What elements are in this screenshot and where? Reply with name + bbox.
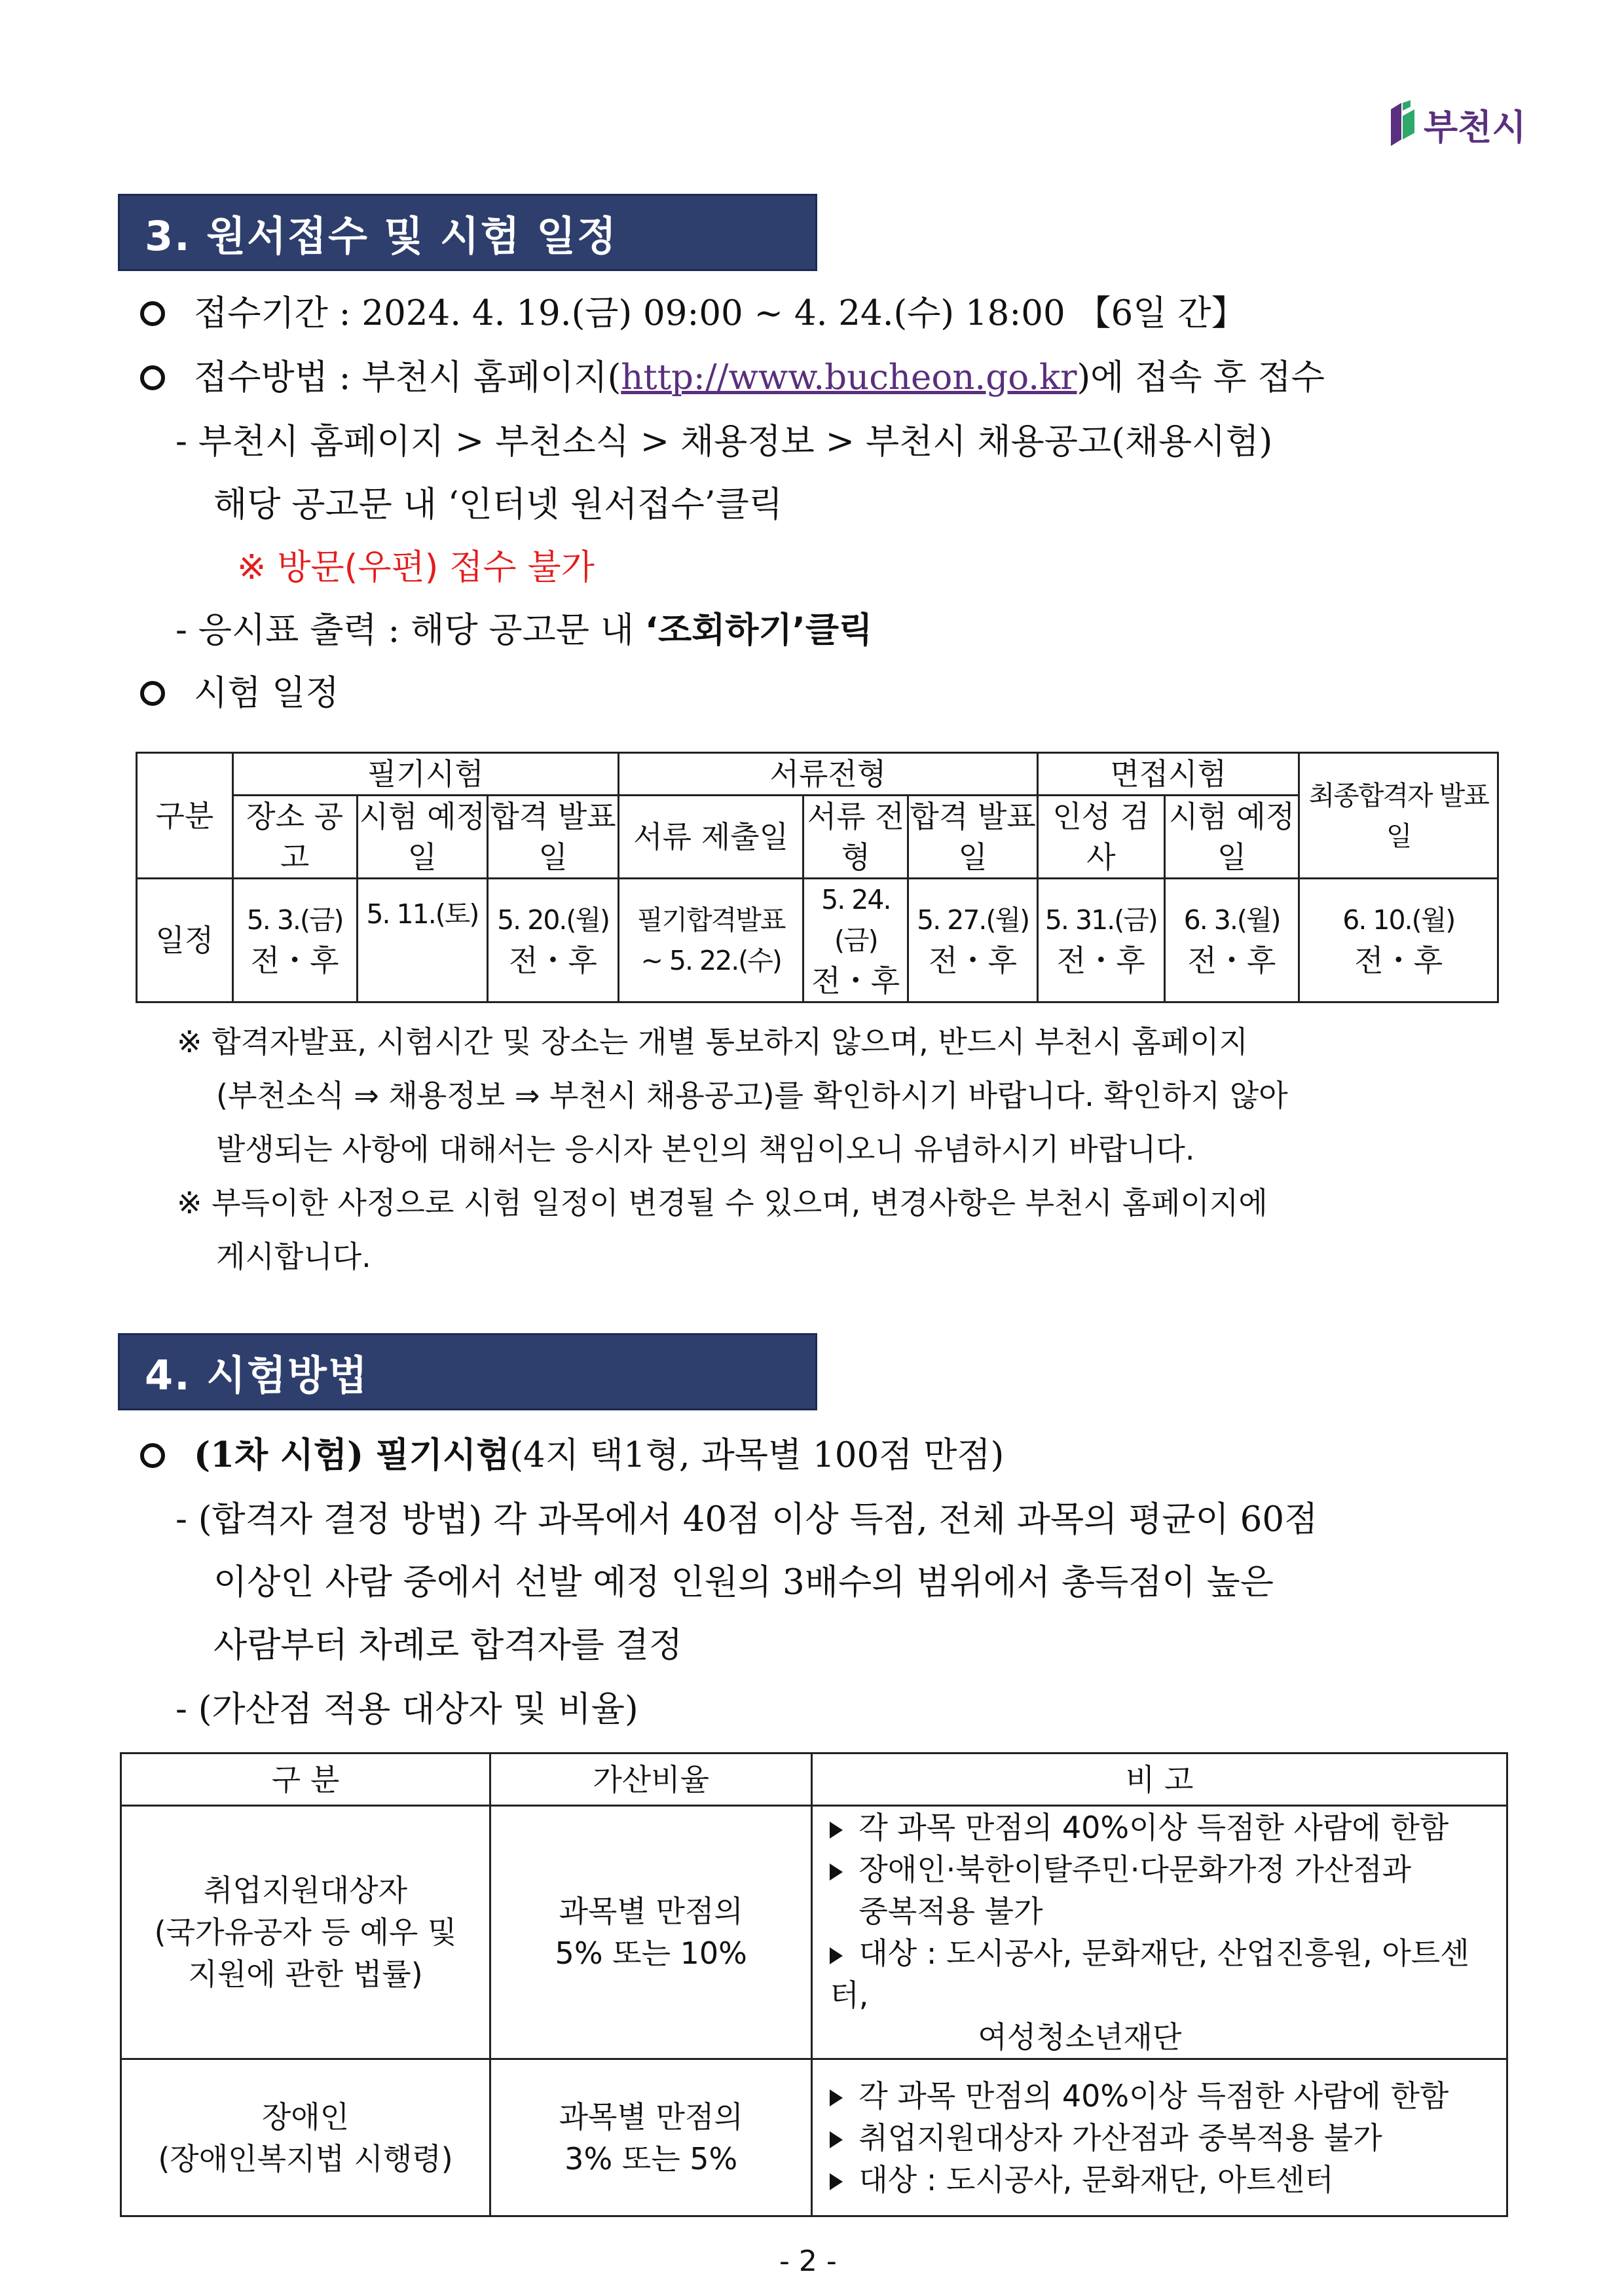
sub-header: 합격 발표일: [908, 796, 1038, 879]
bonus-row-2-remarks: [812, 2059, 1507, 2216]
bucheon-logo-icon: [1387, 100, 1417, 149]
remark: 각 과목 만점의 40%이상 득점한 사람에 한함: [858, 1810, 1449, 1845]
date-sub: 전・후: [509, 943, 597, 978]
triangle-bullet-icon: [830, 2131, 843, 2148]
date-cell: [1299, 879, 1498, 1002]
target-line: (장애인복지법 시행령): [158, 2140, 453, 2176]
rate-line: 3% 또는 5%: [564, 2140, 738, 2176]
bonus-label: - (가산점 적용 대상자 및 비율): [175, 1689, 638, 1729]
remark: 중복적용 불가: [858, 1894, 1043, 1929]
bonus-header-gubun: 구 분: [121, 1753, 490, 1806]
date-cell: [803, 879, 908, 1002]
date-sub: 전・후: [1056, 943, 1145, 978]
ticket-print: [175, 610, 873, 650]
date: 6. 10.(월): [1342, 904, 1455, 936]
method-prefix: 접수방법 : 부천시 홈페이지(: [194, 358, 621, 397]
method-suffix: )에 접속 후 접수: [1077, 358, 1325, 397]
remark: 대상 : 도시공사, 문화재단, 아트센터: [858, 2161, 1334, 2197]
section-3-heading: 3. 원서접수 및 시험 일정: [118, 194, 817, 271]
sub-header: 합격 발표일: [488, 796, 619, 879]
triangle-bullet-icon: [830, 1822, 843, 1839]
bonus-row-1-remarks: [812, 1806, 1507, 2059]
menu-path: - 부천시 홈페이지 > 부천소식 > 채용정보 > 부천시 채용공고(채용시험): [175, 422, 1273, 462]
ticket-bold: ‘조회하기’클릭: [644, 610, 873, 650]
circle-bullet-icon: [140, 365, 165, 390]
date-cell: [618, 879, 803, 1002]
bonus-header-remarks: 비 고: [812, 1753, 1507, 1806]
date: 5. 24.(금): [821, 884, 891, 956]
sub-header: 시험 예정일: [1164, 796, 1299, 879]
circle-bullet-icon: [140, 681, 165, 706]
target-line: (국가유공자 등 예우 및: [154, 1915, 457, 1950]
group-interview: 면접시험: [1037, 753, 1299, 796]
remark: 장애인·북한이탈주민·다문화가정 가산점과: [858, 1852, 1412, 1887]
date-sub: 전・후: [811, 963, 900, 999]
sub-header: 시험 예정일: [357, 796, 488, 879]
date-sub: 전・후: [1354, 943, 1443, 978]
schedule-label: 시험 일정: [194, 673, 339, 713]
rate-line: 5% 또는 10%: [555, 1936, 747, 1971]
target-line: 취업지원대상자: [204, 1873, 408, 1908]
bonus-row-1-target: [121, 1806, 490, 2059]
bucheon-logo: [1387, 98, 1538, 151]
bonus-header-rate: 가산비율: [490, 1753, 812, 1806]
application-method: [140, 360, 1325, 395]
date-sub: 전・후: [1187, 943, 1276, 978]
application-period: [140, 293, 1246, 333]
note-1-line-2: (부천소식 ⇒ 채용정보 ⇒ 부천시 채용공고)를 확인하시기 바랍니다. 확인하지 않아: [216, 1078, 1288, 1113]
pass-method-line-3: 사람부터 차례로 합격자를 결정: [213, 1625, 683, 1665]
pass-method-line-2: 이상인 사람 중에서 선발 예정 인원의 3배수의 범위에서 총득점이 높은: [213, 1562, 1274, 1602]
date: 5. 11.(토): [366, 898, 479, 930]
date-cell: [357, 879, 488, 1002]
bonus-row-1-rate: [490, 1806, 812, 2059]
final-announce: 최종합격자 발표일: [1299, 753, 1498, 879]
circle-bullet-icon: [140, 301, 165, 326]
sub-header: 서류 전형: [803, 796, 908, 879]
triangle-bullet-icon: [830, 2089, 843, 2106]
menu-path-2: 해당 공고문 내 ‘인터넷 원서접수’클릭: [213, 485, 783, 524]
first-exam-bold: (1차 시험) 필기시험: [194, 1435, 510, 1475]
date-cell: [1037, 879, 1164, 1002]
date: 5. 3.(금): [246, 904, 343, 936]
schedule-heading: [140, 673, 339, 713]
ticket-prefix: - 응시표 출력 : 해당 공고문 내: [175, 610, 645, 650]
no-visit-notice: ※ 방문(우편) 접수 불가: [237, 547, 595, 587]
pass-method-line-1: - (합격자 결정 방법) 각 과목에서 40점 이상 득점, 전체 과목의 평균이 60점: [175, 1499, 1318, 1539]
note-2-line-1: ※ 부득이한 사정으로 시험 일정이 변경될 수 있으며, 변경사항은 부천시 홈페이지에: [177, 1185, 1268, 1221]
remark: 각 과목 만점의 40%이상 득점한 사람에 한함: [858, 2078, 1449, 2114]
note-2-line-2: 게시합니다.: [216, 1239, 371, 1274]
note-1-line-1: ※ 합격자발표, 시험시간 및 장소는 개별 통보하지 않으며, 반드시 부천시 홈페이지: [177, 1024, 1248, 1059]
logo-text: 부천시: [1424, 106, 1526, 148]
table-header-gubun: 구분: [137, 753, 233, 879]
application-period-text: 접수기간 : 2024. 4. 19.(금) 09:00 ~ 4. 24.(수) 18:00 【6일 간】: [194, 293, 1246, 333]
sub-header: 서류 제출일: [618, 796, 803, 879]
sub-header: 장소 공고: [232, 796, 357, 879]
date: 5. 27.(월): [917, 904, 1029, 936]
sub-header: 인성 검사: [1037, 796, 1164, 879]
date: 필기합격발표: [637, 904, 785, 936]
date-cell: [232, 879, 357, 1002]
bonus-table: [120, 1752, 1508, 2217]
page-number: - 2 -: [779, 2245, 837, 2278]
date: 6. 3.(월): [1183, 904, 1280, 936]
rate-line: 과목별 만점의: [559, 2099, 743, 2135]
group-document: 서류전형: [618, 753, 1037, 796]
group-written: 필기시험: [232, 753, 618, 796]
date-cell: [488, 879, 619, 1002]
section-4-heading: 4. 시험방법: [118, 1333, 817, 1410]
date-cell: [908, 879, 1038, 1002]
circle-bullet-icon: [140, 1443, 165, 1468]
date: 5. 20.(월): [497, 904, 610, 936]
rate-line: 과목별 만점의: [559, 1894, 743, 1929]
bonus-row-2-rate: [490, 2059, 812, 2216]
first-exam-rest: (4지 택1형, 과목별 100점 만점): [509, 1435, 1005, 1475]
date-cell: [1164, 879, 1299, 1002]
remark: 여성청소년재단: [978, 2019, 1182, 2055]
triangle-bullet-icon: [830, 1864, 843, 1881]
bucheon-homepage-link[interactable]: http://www.bucheon.go.kr: [621, 358, 1077, 397]
date-sub: 전・후: [929, 943, 1018, 978]
schedule-table: [136, 752, 1499, 1003]
note-1-line-3: 발생되는 사항에 대해서는 응시자 본인의 책임이오니 유념하시기 바랍니다.: [216, 1131, 1195, 1167]
triangle-bullet-icon: [830, 2173, 843, 2190]
row-label-schedule: 일정: [137, 879, 233, 1002]
date: 5. 31.(금): [1044, 904, 1157, 936]
date-sub: 전・후: [250, 943, 339, 978]
first-exam: [140, 1435, 1005, 1475]
bonus-row-2-target: [121, 2059, 490, 2216]
remark: 취업지원대상자 가산점과 중복적용 불가: [858, 2120, 1382, 2156]
date-sub: ~ 5. 22.(수): [640, 945, 781, 976]
remark: 대상 : 도시공사, 문화재단, 산업진흥원, 아트센터,: [830, 1936, 1469, 2013]
triangle-bullet-icon: [830, 1947, 843, 1964]
target-line: 지원에 관한 법률): [188, 1956, 423, 1992]
target-line: 장애인: [261, 2099, 350, 2135]
